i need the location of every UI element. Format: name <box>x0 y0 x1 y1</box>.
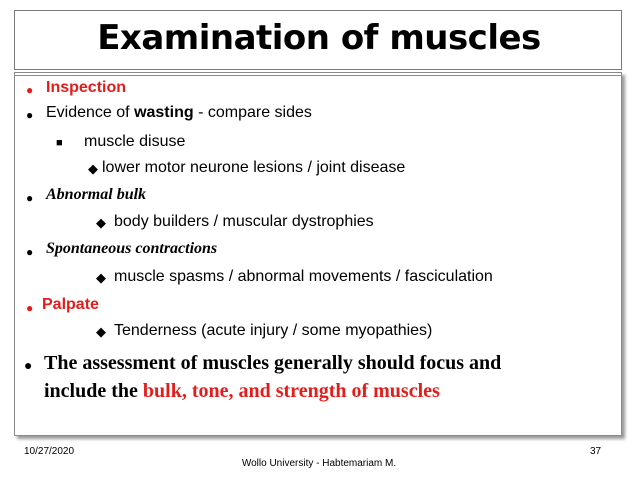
assessment-red-text: bulk, tone, and strength of muscles <box>142 380 440 402</box>
spontaneous-heading: Spontaneous contractions <box>46 240 218 257</box>
body-builders-text: body builders / muscular dystrophies <box>114 213 374 230</box>
square-bullet: ■ <box>56 137 63 149</box>
assessment-line-1: The assessment of muscles generally should focus and <box>44 352 502 374</box>
bullet-dot: ● <box>26 108 34 122</box>
evidence-bold-text: wasting <box>134 104 194 121</box>
evidence-post-text: - compare sides <box>193 104 312 121</box>
lower-motor-text: lower motor neurone lesions / joint disease <box>102 159 406 176</box>
slide-title: Examination of muscles <box>97 18 541 58</box>
diamond-bullet: ◆ <box>96 270 106 285</box>
page-number: 37 <box>590 446 602 457</box>
assessment-text: include the <box>44 380 143 402</box>
footer-date: 10/27/2020 <box>24 446 75 457</box>
diamond-bullet: ◆ <box>88 161 98 176</box>
evidence-line <box>46 104 312 122</box>
assessment-line-2 <box>44 380 440 403</box>
palpate-heading: Palpate <box>42 296 99 313</box>
abnormal-bulk-heading: Abnormal bulk <box>46 186 147 203</box>
diamond-bullet: ◆ <box>96 324 106 339</box>
bullet-dot: ● <box>24 357 33 373</box>
bullet-dot: ● <box>26 83 34 97</box>
inspection-heading: Inspection <box>46 79 127 96</box>
footer-credit: Wollo University - Habtemariam M. <box>241 458 397 469</box>
bullet-dot: ● <box>26 191 34 205</box>
tenderness-text: Tenderness (acute injury / some myopathies) <box>114 322 433 339</box>
muscle-disuse-text: muscle disuse <box>84 133 186 150</box>
muscle-spasms-text: muscle spasms / abnormal movements / fasciculation <box>114 268 493 285</box>
bullet-dot: ● <box>26 245 34 259</box>
diamond-bullet: ◆ <box>96 215 106 230</box>
bullet-dot: ● <box>26 301 34 315</box>
evidence-text: Evidence of <box>46 104 135 121</box>
